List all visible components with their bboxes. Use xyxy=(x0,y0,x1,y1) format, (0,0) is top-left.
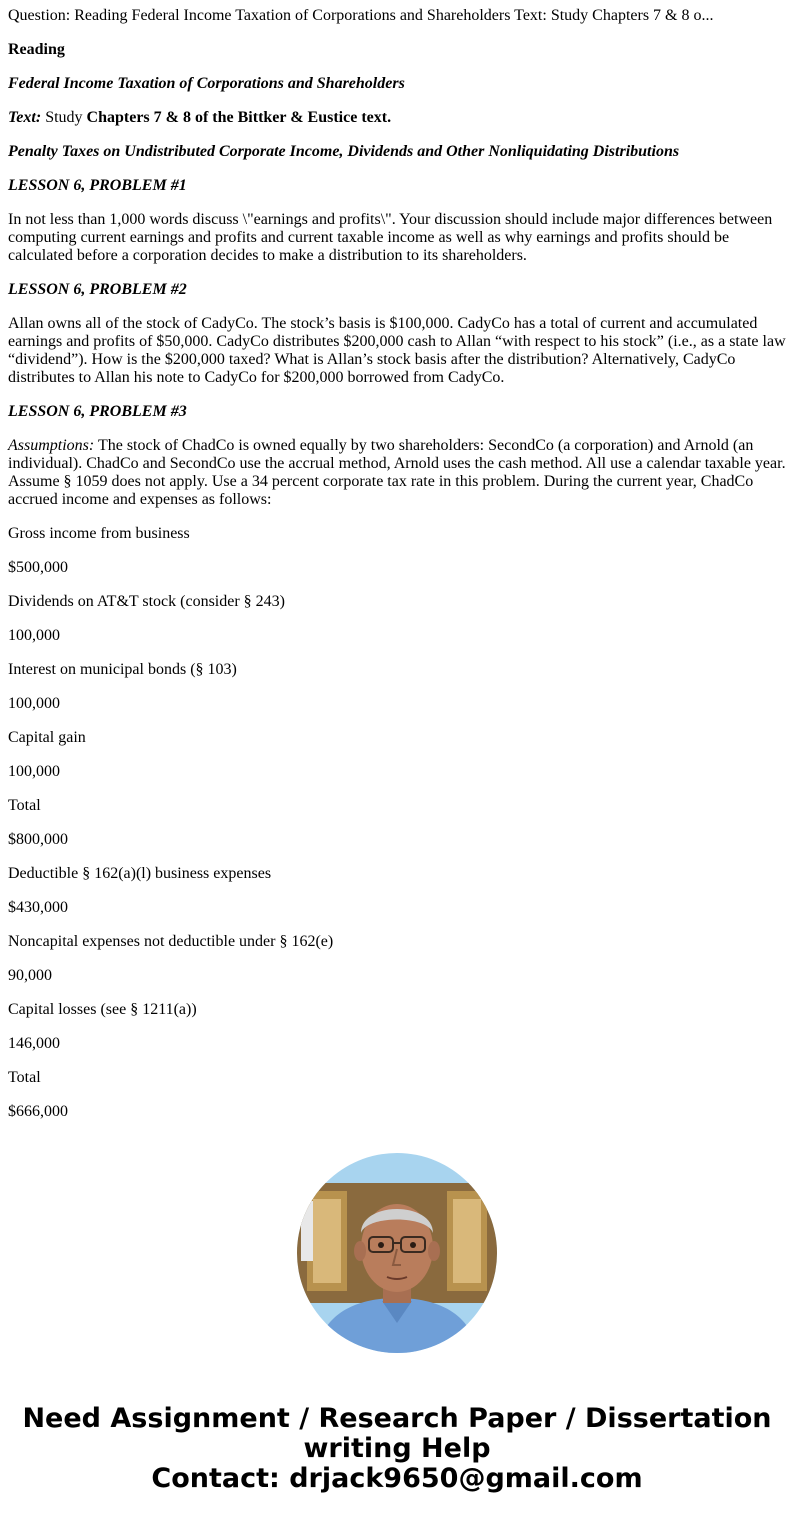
income-expense-ledger xyxy=(8,525,788,1121)
ledger-line: Deductible § 162(a)(l) business expenses xyxy=(8,865,272,882)
ledger-line: $800,000 xyxy=(8,831,68,848)
ledger-line: Capital gain xyxy=(8,729,86,746)
topic-heading: Penalty Taxes on Undistributed Corporate Income, Dividends and Other Nonliquidating Distributions xyxy=(8,143,680,160)
ledger-line: 100,000 xyxy=(8,695,60,712)
text-label: Text: xyxy=(8,109,42,126)
ledger-line: Gross income from business xyxy=(8,525,190,542)
contact-banner xyxy=(0,1404,794,1494)
ledger-line: Interest on municipal bonds (§ 103) xyxy=(8,661,237,678)
document-body xyxy=(8,7,788,1137)
question-line: Question: Reading Federal Income Taxation of Corporations and Shareholders Text: Study Chapters 7 & 8 o... xyxy=(8,7,714,24)
promo-contact-line: Contact: drjack9650@gmail.com xyxy=(151,1463,643,1494)
ledger-line: Dividends on AT&T stock (consider § 243) xyxy=(8,593,286,610)
problem-2-body: Allan owns all of the stock of CadyCo. The stock’s basis is $100,000. CadyCo has a total of current and accumulated earnings and profits of $50,000. CadyCo distributes $200,000 cash to Allan “with respect to his stock” (i.e., as a state law “dividend”). How is the $200,000 taxed? What is Allan’s stock basis after the distribution? Alternatively, CadyCo distributes to Allan his note to CadyCo for $200,000 borrowed from CadyCo. xyxy=(8,315,790,386)
ledger-line: $666,000 xyxy=(8,1103,68,1120)
ledger-line: 100,000 xyxy=(8,763,60,780)
ledger-line: $500,000 xyxy=(8,559,68,576)
chapters-reference: Chapters 7 & 8 of the Bittker & Eustice text. xyxy=(86,109,392,126)
ledger-line: Total xyxy=(8,1069,41,1086)
assumptions-label: Assumptions: xyxy=(8,437,95,454)
text-reference xyxy=(8,109,788,127)
ledger-line: 90,000 xyxy=(8,967,52,984)
course-title: Federal Income Taxation of Corporations and Shareholders xyxy=(8,75,405,92)
problem-2-heading: LESSON 6, PROBLEM #2 xyxy=(8,281,187,298)
ledger-line: Capital losses (see § 1211(a)) xyxy=(8,1001,197,1018)
problem-1-body: In not less than 1,000 words discuss \"earnings and profits\". Your discussion should include major differences between computing current earnings and profits and current taxable income as well as why earnings and profits should be calculated before a corporation decides to make a distribution to its shareholders. xyxy=(8,211,777,264)
ledger-line: Total xyxy=(8,797,41,814)
avatar xyxy=(297,1153,497,1353)
ledger-line: 100,000 xyxy=(8,627,60,644)
promo-line-1: Need Assignment / Research Paper / Dissertation xyxy=(22,1403,772,1434)
problem-1-heading: LESSON 6, PROBLEM #1 xyxy=(8,177,187,194)
problem-3-heading: LESSON 6, PROBLEM #3 xyxy=(8,403,187,420)
ledger-line: Noncapital expenses not deductible under § 162(e) xyxy=(8,933,334,950)
problem-3-body xyxy=(8,437,788,509)
promo-line-2: writing Help xyxy=(303,1433,491,1464)
ledger-line: $430,000 xyxy=(8,899,68,916)
study-word: Study xyxy=(41,109,87,126)
avatar-portrait-image xyxy=(297,1153,497,1353)
reading-heading: Reading xyxy=(8,41,65,58)
ledger-line: 146,000 xyxy=(8,1035,60,1052)
assumptions-text: The stock of ChadCo is owned equally by two shareholders: SecondCo (a corporation) and Arnold (an individual). ChadCo and SecondCo use the accrual method, Arnold uses the cash method. All use a calendar taxable year. Assume § 1059 does not apply. Use a 34 percent corporate tax rate in this problem. During the current year, ChadCo accrued income and expenses as follows: xyxy=(8,437,789,508)
